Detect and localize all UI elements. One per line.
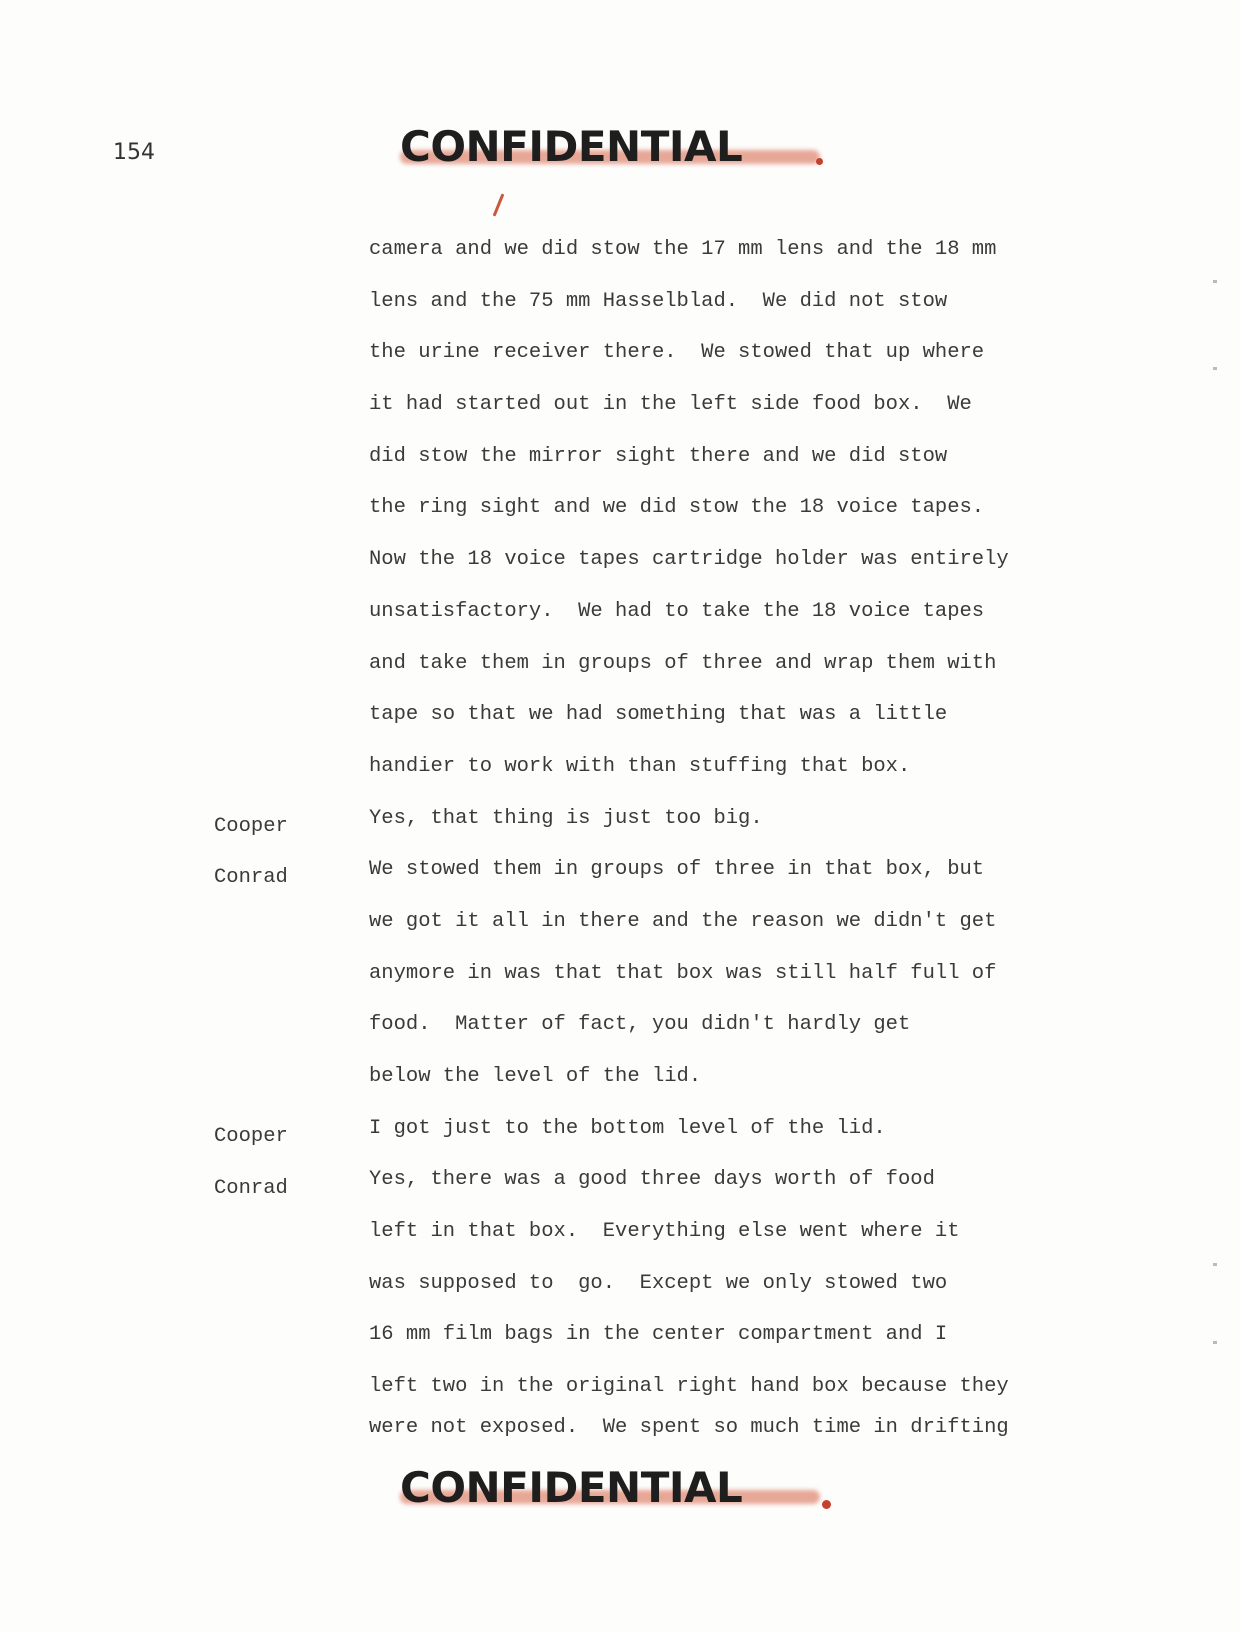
transcript-line: we got it all in there and the reason we didn't get	[369, 909, 997, 933]
transcript-line: I got just to the bottom level of the lid.	[369, 1116, 886, 1140]
transcript-line: tape so that we had something that was a little	[369, 703, 948, 727]
transcript-line: below the level of the lid.	[369, 1065, 702, 1088]
page-number: 154	[113, 140, 155, 165]
transcript-line: Yes, there was a good three days worth of food	[369, 1168, 935, 1192]
transcript-line: the urine receiver there. We stowed that up where	[369, 341, 985, 365]
confidential-stamp-bottom: CONFIDENTIAL	[400, 1463, 743, 1512]
red-mark-top	[816, 158, 823, 165]
transcript-line: food. Matter of fact, you didn't hardly get	[369, 1013, 911, 1037]
red-mark-bottom	[822, 1500, 831, 1509]
pen-tick-mark	[493, 193, 505, 216]
transcript-line: Now the 18 voice tapes cartridge holder was entirely	[369, 548, 1009, 572]
transcript-line: it had started out in the left side food box. We	[369, 393, 972, 417]
transcript-line: 16 mm film bags in the center compartment and I	[369, 1323, 948, 1347]
transcript-line: Yes, that thing is just too big.	[369, 806, 763, 830]
transcript-line: We stowed them in groups of three in that box, but	[369, 858, 985, 882]
transcript-line: the ring sight and we did stow the 18 voice tapes.	[369, 496, 985, 520]
transcript-line: and take them in groups of three and wrap them with	[369, 651, 997, 675]
speaker-label: Conrad	[214, 866, 288, 889]
transcript-line: anymore in was that that box was still half full of	[369, 961, 997, 985]
margin-speck	[1213, 1341, 1217, 1344]
speaker-label: Conrad	[214, 1177, 288, 1200]
transcript-line: were not exposed. We spent so much time in drifting	[369, 1416, 1009, 1439]
transcript-line: left in that box. Everything else went where it	[369, 1220, 960, 1244]
transcript-body	[369, 240, 1069, 1429]
transcript-line: did stow the mirror sight there and we did stow	[369, 444, 948, 468]
transcript-line: left two in the original right hand box because they	[369, 1375, 1009, 1399]
transcript-line: camera and we did stow the 17 mm lens and the 18 mm	[369, 238, 997, 261]
speaker-label: Cooper	[214, 1125, 288, 1148]
margin-speck	[1213, 280, 1217, 283]
transcript-line: handier to work with than stuffing that box.	[369, 754, 911, 778]
margin-speck	[1213, 1263, 1217, 1266]
confidential-stamp-top: CONFIDENTIAL	[400, 122, 743, 171]
transcript-line: lens and the 75 mm Hasselblad. We did not stow	[369, 289, 948, 313]
margin-speck	[1213, 367, 1217, 370]
transcript-line: was supposed to go. Except we only stowed two	[369, 1271, 948, 1295]
transcript-line: unsatisfactory. We had to take the 18 voice tapes	[369, 599, 985, 623]
speaker-label: Cooper	[214, 815, 288, 838]
